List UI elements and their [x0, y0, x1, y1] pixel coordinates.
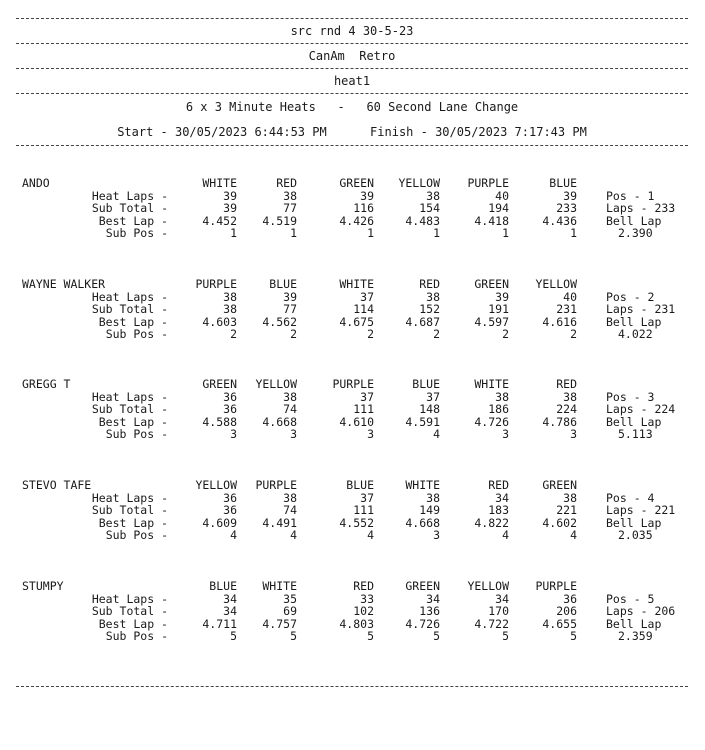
sub-total-value: 186	[488, 402, 509, 417]
total-laps: Laps - 206	[606, 604, 676, 619]
racer-block	[0, 278, 705, 358]
heat-laps-value: 36	[223, 389, 237, 404]
sub-total-label: Sub Total -	[91, 201, 168, 216]
heat-laps-value: 38	[495, 389, 509, 404]
sub-total-value: 206	[556, 604, 577, 619]
sub-pos-value: 1	[367, 226, 374, 241]
lane-color: BLUE	[549, 176, 577, 190]
sub-pos-value: 3	[367, 427, 374, 442]
lane-color: GREEN	[405, 579, 440, 593]
bell-lap-label: Bell Lap	[606, 616, 662, 631]
best-lap-value: 4.562	[262, 314, 297, 329]
best-lap-value: 4.603	[202, 314, 237, 329]
heat-laps-value: 34	[223, 591, 237, 606]
best-lap-value: 4.757	[262, 616, 297, 631]
best-lap-label: Best Lap -	[98, 213, 168, 228]
sub-total-value: 149	[419, 503, 440, 518]
sub-total-value: 77	[283, 201, 297, 216]
sub-pos-value: 3	[230, 427, 237, 442]
lane-color: RED	[488, 478, 509, 492]
sub-total-value: 102	[353, 604, 374, 619]
best-lap-value: 4.726	[405, 616, 440, 631]
total-laps: Laps - 221	[606, 503, 676, 518]
best-lap-value: 4.519	[262, 213, 297, 228]
sub-pos-label: Sub Pos -	[105, 629, 168, 644]
lane-color: WHITE	[262, 579, 297, 593]
divider	[16, 93, 688, 94]
sub-total-label: Sub Total -	[91, 402, 168, 417]
best-lap-value: 4.609	[202, 515, 237, 530]
final-position: Pos - 3	[606, 389, 655, 404]
lane-color: WHITE	[339, 277, 374, 291]
lane-color: PURPLE	[255, 478, 297, 492]
sub-total-value: 77	[283, 302, 297, 317]
final-position: Pos - 5	[606, 591, 655, 606]
best-lap-value: 4.675	[339, 314, 374, 329]
heat-laps-value: 39	[283, 289, 297, 304]
total-laps: Laps - 231	[606, 302, 676, 317]
lane-color: YELLOW	[535, 277, 577, 291]
lane-color: PURPLE	[332, 377, 374, 391]
sub-pos-value: 5	[290, 629, 297, 644]
final-position: Pos - 4	[606, 490, 655, 505]
sub-total-value: 154	[419, 201, 440, 216]
heat-laps-label: Heat Laps -	[91, 591, 168, 606]
best-lap-value: 4.426	[339, 213, 374, 228]
sub-total-value: 34	[223, 604, 237, 619]
sub-total-value: 74	[283, 503, 297, 518]
lane-color: YELLOW	[398, 176, 440, 190]
best-lap-value: 4.552	[339, 515, 374, 530]
best-lap-value: 4.722	[474, 616, 509, 631]
heat-laps-value: 40	[495, 188, 509, 203]
sub-pos-label: Sub Pos -	[105, 226, 168, 241]
lane-color: BLUE	[209, 579, 237, 593]
best-lap-value: 4.491	[262, 515, 297, 530]
best-lap-value: 4.668	[262, 414, 297, 429]
sub-total-value: 152	[419, 302, 440, 317]
best-lap-value: 4.588	[202, 414, 237, 429]
sub-total-value: 39	[223, 201, 237, 216]
sub-pos-value: 5	[502, 629, 509, 644]
best-lap-value: 4.597	[474, 314, 509, 329]
sub-total-value: 36	[223, 503, 237, 518]
lane-color: RED	[353, 579, 374, 593]
racer-name: WAYNE WALKER	[22, 277, 106, 291]
bell-lap-label: Bell Lap	[606, 314, 662, 329]
best-lap-label: Best Lap -	[98, 414, 168, 429]
heat-laps-value: 38	[426, 289, 440, 304]
best-lap-value: 4.616	[542, 314, 577, 329]
lane-color: BLUE	[269, 277, 297, 291]
heat-laps-label: Heat Laps -	[91, 188, 168, 203]
heat-laps-value: 38	[223, 289, 237, 304]
sub-pos-value: 4	[502, 528, 509, 543]
bell-lap-value: 2.035	[618, 528, 653, 543]
heat-laps-value: 35	[283, 591, 297, 606]
sub-total-label: Sub Total -	[91, 503, 168, 518]
sub-pos-value: 1	[570, 226, 577, 241]
bell-lap-label: Bell Lap	[606, 515, 662, 530]
sub-pos-value: 2	[367, 327, 374, 342]
heat-laps-value: 38	[426, 188, 440, 203]
best-lap-value: 4.803	[339, 616, 374, 631]
racer-block	[0, 580, 705, 660]
heat-laps-value: 39	[223, 188, 237, 203]
bell-lap-label: Bell Lap	[606, 414, 662, 429]
best-lap-value: 4.786	[542, 414, 577, 429]
sub-total-value: 231	[556, 302, 577, 317]
event-title: src rnd 4 30-5-23	[290, 24, 414, 38]
sub-pos-value: 3	[290, 427, 297, 442]
heat-laps-value: 38	[283, 188, 297, 203]
sub-pos-value: 4	[433, 427, 440, 442]
sub-pos-value: 1	[433, 226, 440, 241]
best-lap-value: 4.483	[405, 213, 440, 228]
lane-color: PURPLE	[535, 579, 577, 593]
lane-color: WHITE	[202, 176, 237, 190]
racer-name: GREGG T	[22, 377, 71, 391]
heat-laps-value: 39	[495, 289, 509, 304]
sub-pos-label: Sub Pos -	[105, 528, 168, 543]
sub-pos-value: 4	[367, 528, 374, 543]
lane-color: RED	[276, 176, 297, 190]
heat-laps-value: 34	[495, 591, 509, 606]
sub-total-value: 191	[488, 302, 509, 317]
racer-block	[0, 378, 705, 458]
best-lap-value: 4.452	[202, 213, 237, 228]
sub-total-value: 170	[488, 604, 509, 619]
heat-laps-value: 37	[426, 389, 440, 404]
best-lap-value: 4.591	[405, 414, 440, 429]
sub-pos-label: Sub Pos -	[105, 427, 168, 442]
sub-total-value: 111	[353, 402, 374, 417]
heat-laps-value: 37	[360, 490, 374, 505]
sub-pos-value: 4	[570, 528, 577, 543]
lane-color: BLUE	[412, 377, 440, 391]
sub-pos-value: 3	[502, 427, 509, 442]
sub-pos-value: 1	[230, 226, 237, 241]
racer-name: ANDO	[22, 176, 50, 190]
bell-lap-label: Bell Lap	[606, 213, 662, 228]
best-lap-value: 4.711	[202, 616, 237, 631]
lane-color: GREEN	[339, 176, 374, 190]
lane-color: GREEN	[542, 478, 577, 492]
heat-laps-label: Heat Laps -	[91, 490, 168, 505]
sub-total-value: 148	[419, 402, 440, 417]
best-lap-value: 4.610	[339, 414, 374, 429]
best-lap-value: 4.602	[542, 515, 577, 530]
best-lap-value: 4.668	[405, 515, 440, 530]
racer-name: STEVO TAFE	[22, 478, 92, 492]
sub-pos-value: 2	[502, 327, 509, 342]
total-laps: Laps - 233	[606, 201, 676, 216]
lane-color: WHITE	[474, 377, 509, 391]
lane-color: RED	[556, 377, 577, 391]
bell-lap-value: 4.022	[618, 327, 653, 342]
sub-pos-label: Sub Pos -	[105, 327, 168, 342]
best-lap-label: Best Lap -	[98, 616, 168, 631]
sub-total-value: 233	[556, 201, 577, 216]
sub-pos-value: 3	[433, 528, 440, 543]
divider	[16, 43, 688, 44]
lane-color: YELLOW	[195, 478, 237, 492]
sub-total-value: 183	[488, 503, 509, 518]
best-lap-label: Best Lap -	[98, 515, 168, 530]
lane-color: GREEN	[474, 277, 509, 291]
heat-laps-value: 38	[563, 389, 577, 404]
sub-pos-value: 5	[570, 629, 577, 644]
sub-total-value: 74	[283, 402, 297, 417]
best-lap-value: 4.436	[542, 213, 577, 228]
heat-laps-value: 33	[360, 591, 374, 606]
sub-total-label: Sub Total -	[91, 604, 168, 619]
best-lap-value: 4.822	[474, 515, 509, 530]
bell-lap-value: 2.359	[618, 629, 653, 644]
racer-block	[0, 479, 705, 559]
heat-laps-label: Heat Laps -	[91, 389, 168, 404]
divider	[16, 686, 688, 687]
total-laps: Laps - 224	[606, 402, 676, 417]
class-title: CanAm Retro	[308, 49, 396, 63]
sub-pos-value: 5	[230, 629, 237, 644]
sub-pos-value: 1	[502, 226, 509, 241]
sub-total-value: 38	[223, 302, 237, 317]
sub-total-value: 69	[283, 604, 297, 619]
lane-color: PURPLE	[467, 176, 509, 190]
sub-pos-value: 2	[230, 327, 237, 342]
sub-pos-value: 5	[367, 629, 374, 644]
sub-total-value: 136	[419, 604, 440, 619]
race-times: Start - 30/05/2023 6:44:53 PM Finish - 30/05/2023 7:17:43 PM	[117, 125, 587, 139]
heat-format: 6 x 3 Minute Heats - 60 Second Lane Change	[185, 100, 519, 114]
heat-laps-value: 36	[563, 591, 577, 606]
heat-title: heat1	[333, 74, 371, 88]
lane-color: YELLOW	[467, 579, 509, 593]
sub-pos-value: 5	[433, 629, 440, 644]
sub-pos-value: 3	[570, 427, 577, 442]
divider	[16, 18, 688, 19]
lane-color: BLUE	[346, 478, 374, 492]
heat-laps-value: 38	[283, 389, 297, 404]
sub-pos-value: 2	[433, 327, 440, 342]
heat-laps-value: 37	[360, 389, 374, 404]
best-lap-value: 4.726	[474, 414, 509, 429]
final-position: Pos - 2	[606, 289, 655, 304]
racer-block	[0, 177, 705, 257]
sub-pos-value: 2	[570, 327, 577, 342]
sub-total-value: 114	[353, 302, 374, 317]
divider	[16, 145, 688, 146]
sub-pos-value: 1	[290, 226, 297, 241]
heat-laps-value: 38	[283, 490, 297, 505]
best-lap-value: 4.687	[405, 314, 440, 329]
sub-total-value: 221	[556, 503, 577, 518]
heat-laps-value: 34	[495, 490, 509, 505]
heat-laps-value: 39	[563, 188, 577, 203]
divider	[16, 68, 688, 69]
sub-total-value: 36	[223, 402, 237, 417]
heat-laps-value: 36	[223, 490, 237, 505]
sub-total-value: 116	[353, 201, 374, 216]
lane-color: WHITE	[405, 478, 440, 492]
lane-color: RED	[419, 277, 440, 291]
sub-total-value: 194	[488, 201, 509, 216]
heat-laps-value: 38	[426, 490, 440, 505]
lane-color: GREEN	[202, 377, 237, 391]
bell-lap-value: 5.113	[618, 427, 653, 442]
heat-laps-label: Heat Laps -	[91, 289, 168, 304]
heat-laps-value: 39	[360, 188, 374, 203]
racer-name: STUMPY	[22, 579, 64, 593]
lane-color: PURPLE	[195, 277, 237, 291]
final-position: Pos - 1	[606, 188, 655, 203]
best-lap-value: 4.418	[474, 213, 509, 228]
best-lap-value: 4.655	[542, 616, 577, 631]
heat-laps-value: 34	[426, 591, 440, 606]
best-lap-label: Best Lap -	[98, 314, 168, 329]
sub-total-value: 224	[556, 402, 577, 417]
sub-total-label: Sub Total -	[91, 302, 168, 317]
heat-laps-value: 38	[563, 490, 577, 505]
heat-laps-value: 37	[360, 289, 374, 304]
sub-pos-value: 4	[230, 528, 237, 543]
sub-total-value: 111	[353, 503, 374, 518]
sub-pos-value: 4	[290, 528, 297, 543]
lane-color: YELLOW	[255, 377, 297, 391]
heat-laps-value: 40	[563, 289, 577, 304]
bell-lap-value: 2.390	[618, 226, 653, 241]
sub-pos-value: 2	[290, 327, 297, 342]
